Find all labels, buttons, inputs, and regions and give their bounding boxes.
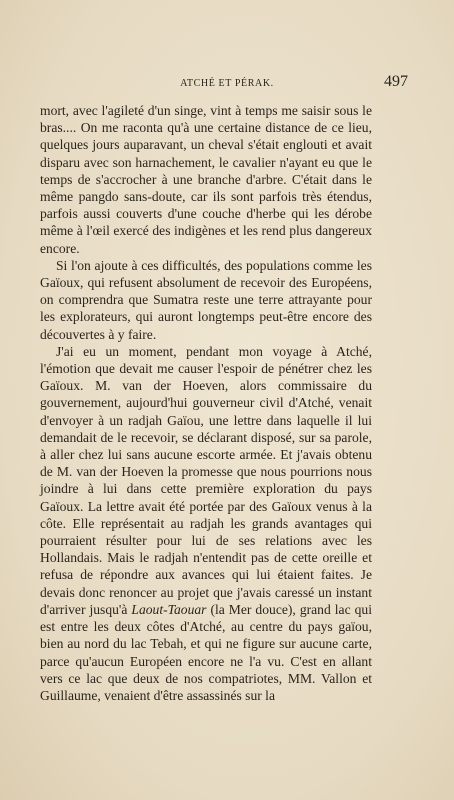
paragraph-3-text-after: (la Mer douce), grand lac qui est entre les deux côtes d'Atché, au centre du pays gaïou, bien au nord du lac Tebah, et qui ne figure sur aucune carte, parce qu'aucun Européen encore ne l'a vu. C'est en allant vers ce lac que deux de nos compatriotes, MM. Vallon et Guillaume, venaient d'être assassinés sur la <box>40 601 372 703</box>
paragraph-1: mort, avec l'agileté d'un singe, vint à temps me saisir sous le bras.... On me raconta qu'à une certaine distance de ce lieu, quelques jours auparavant, un cheval s'était englouti et avait disparu avec son harnachement, le cavalier n'ayant eu que le temps de s'accrocher à une branche d'arbre. C'était dans le même pangdo sans-doute, car ils sont parfois très étendus, parfois aussi couverts d'une couche d'herbe qui les dérobe même à l'œil exercé des indigènes et les rend plus dangereux encore. <box>40 103 372 256</box>
paragraph-3-text-before: J'ai eu un moment, pendant mon voyage à Atché, l'émotion que devait me causer l'espoir de pénétrer chez les Gaïoux. M. van der Hoeven, alors commissaire du gouvernement, aujourd'hui gouverneur civil d'Atché, venait d'envoyer à un radjah Gaïou, une lettre dans laquelle il lui demandait de le recevoir, se déclarant disposé, sur sa parole, à aller chez lui sans aucune escorte armée. Et j'avais obtenu de M. van der Hoeven la promesse que nous pourrions nous joindre à lui dans cette première exploration du pays Gaïoux. La lettre avait été portée par des Gaïoux venus à la côte. Elle représentait au radjah les grands avantages qui pourraient résulter pour lui de ses relations avec les Hollandais. Mais le radjah n'entendit pas de cette oreille et refusa de répondre aux avances qui lui étaient faites. Je devais donc renoncer au projet que j'avais caressé un instant d'arriver jusqu'à <box>40 343 372 617</box>
page-header <box>40 73 414 98</box>
page-number: 497 <box>384 73 408 90</box>
paragraph-3 <box>40 343 372 704</box>
paragraph-2: Si l'on ajoute à ces difficultés, des populations comme les Gaïoux, qui refusent absolument de recevoir des Européens, on comprendra que Sumatra reste une terre attrayante pour les explorateurs, qui auront longtemps peut-être encore des découvertes à y faire. <box>40 257 372 342</box>
lake-name-italic: Laout-Taouar <box>131 601 207 617</box>
running-title: ATCHÉ ET PÉRAK. <box>180 78 274 89</box>
body-text <box>40 102 372 704</box>
